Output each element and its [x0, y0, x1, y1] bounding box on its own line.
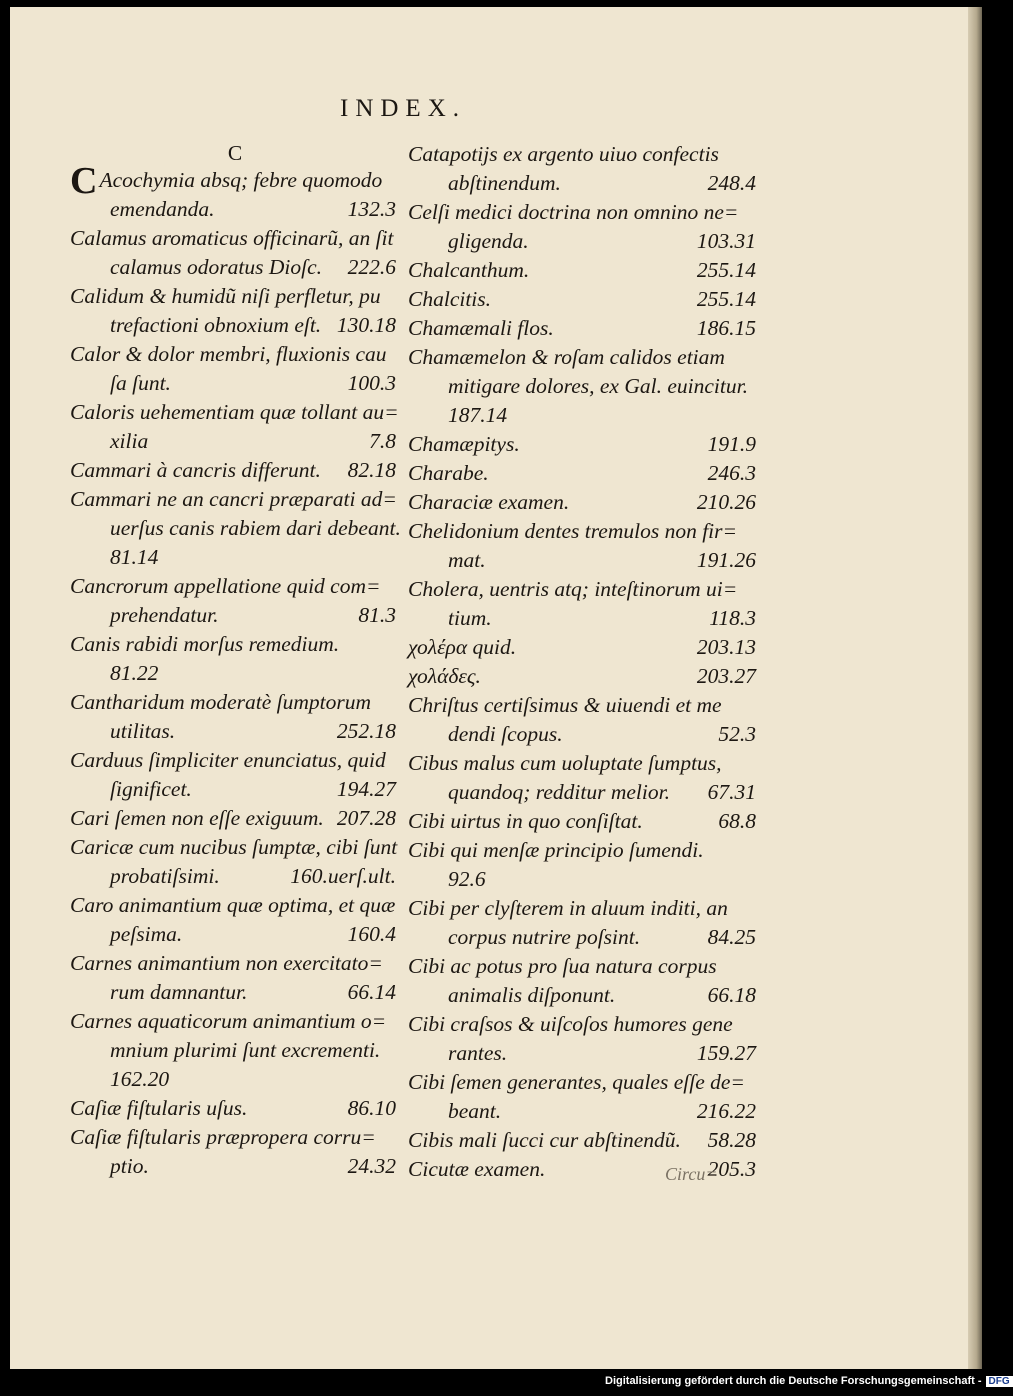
- page-reference: 86.10: [347, 1096, 396, 1120]
- index-entry: [408, 488, 760, 517]
- page-reference: [396, 891, 400, 920]
- page-reference: [396, 1065, 400, 1094]
- index-entry: [408, 1010, 760, 1068]
- page-reference: 203.27: [696, 664, 756, 688]
- index-column-left: [70, 140, 400, 1181]
- entry-line: [70, 456, 400, 485]
- entry-text: Chriſtus certiſsimus & uiuendi et me: [408, 693, 722, 717]
- entry-text: Chalcanthum.: [408, 258, 530, 282]
- index-entry: [408, 691, 760, 749]
- entry-text: ſa ſunt.: [110, 371, 171, 395]
- entry-line: [70, 833, 400, 862]
- entry-line: [408, 372, 760, 401]
- entry-line: [408, 575, 760, 604]
- index-entry: [408, 285, 760, 314]
- digitization-footer: [605, 1375, 1013, 1387]
- page-reference: 24.32: [347, 1154, 396, 1178]
- entry-text: Caloris uehementiam quæ tollant au=: [70, 400, 399, 424]
- page-reference: [396, 224, 400, 253]
- index-entry: [408, 952, 760, 1010]
- entry-text: Cibis mali ſucci cur abſtinendũ.: [408, 1128, 681, 1152]
- page-reference: 216.22: [696, 1099, 756, 1123]
- index-entry: [70, 891, 400, 949]
- entry-text: Chamæmelon & roſam calidos etiam: [408, 345, 725, 369]
- entry-line: [70, 572, 400, 601]
- entry-text: Calidum & humidũ niſi perfletur, pu: [70, 284, 381, 308]
- entry-line: [408, 198, 760, 227]
- index-entry: [70, 949, 400, 1007]
- entry-text: Cholera, uentris atq; inteſtinorum ui=: [408, 577, 738, 601]
- entry-text: 92.6: [448, 867, 486, 891]
- page-reference: 191.26: [696, 548, 756, 572]
- page-reference: [756, 749, 760, 778]
- entry-text: Cammari ne an cancri præparati ad=: [70, 487, 397, 511]
- entry-text: Acochymia absq; febre quomodo: [99, 168, 383, 192]
- page-reference: 203.13: [696, 635, 756, 659]
- page-reference: [396, 340, 400, 369]
- index-entry: [408, 314, 760, 343]
- entry-line: [70, 398, 400, 427]
- entry-text: ſignificet.: [110, 777, 192, 801]
- entry-line: [70, 659, 400, 688]
- page-reference: [756, 952, 760, 981]
- page-reference: 205.3: [707, 1157, 756, 1181]
- entry-line: [70, 1007, 400, 1036]
- entry-line: [70, 485, 400, 514]
- index-entry: [70, 224, 400, 282]
- entry-text: gligenda.: [448, 229, 529, 253]
- entry-text: tium.: [448, 606, 492, 630]
- page-reference: 252.18: [336, 719, 396, 743]
- entry-text: Chamæmali flos.: [408, 316, 554, 340]
- entry-text: Cammari à cancris differunt.: [70, 458, 321, 482]
- page-reference: [396, 572, 400, 601]
- page-reference: [756, 401, 760, 430]
- page-reference: [396, 688, 400, 717]
- entry-text: Caſiæ fiſtularis uſus.: [70, 1096, 248, 1120]
- page-reference: 222.6: [347, 255, 396, 279]
- entry-text: calamus odoratus Dioſc.: [110, 255, 323, 279]
- footer-text: Digitalisierung gefördert durch die Deutsche Forschungsgemeinschaft -: [605, 1375, 982, 1387]
- entry-line: [70, 427, 400, 456]
- entry-text: quandoq; redditur melior.: [448, 780, 670, 804]
- page-reference: [756, 865, 760, 894]
- entry-line: [408, 662, 760, 691]
- entry-line: [408, 459, 760, 488]
- index-entry: [408, 894, 760, 952]
- entry-text: 187.14: [448, 403, 508, 427]
- page-reference: [756, 198, 760, 227]
- page-reference: 130.18: [336, 313, 396, 337]
- entry-text: Cibi ſemen generantes, quales eſſe de=: [408, 1070, 745, 1094]
- page-reference: 255.14: [696, 287, 756, 311]
- entry-line: [70, 253, 400, 282]
- entry-text: Cancrorum appellatione quid com=: [70, 574, 381, 598]
- entry-line: [70, 862, 400, 891]
- section-letter: C: [227, 141, 243, 165]
- entry-line: [70, 891, 400, 920]
- page-reference: [401, 514, 405, 543]
- index-entry: [408, 256, 760, 285]
- entry-line: [70, 514, 400, 543]
- page-reference: 66.14: [347, 980, 396, 1004]
- page-reference: 7.8: [369, 429, 396, 453]
- page-reference: [756, 575, 760, 604]
- entry-line: [408, 923, 760, 952]
- page-reference: 84.25: [707, 925, 756, 949]
- entry-line: [408, 633, 760, 662]
- entry-text: dendi ſcopus.: [448, 722, 563, 746]
- page-reference: 159.27: [696, 1041, 756, 1065]
- page-reference: [396, 282, 400, 311]
- entry-line: [70, 282, 400, 311]
- page-reference: 52.3: [718, 722, 756, 746]
- entry-text: Carnes aquaticorum animantium o=: [70, 1009, 387, 1033]
- page-reference: 103.31: [696, 229, 756, 253]
- entry-text: Catapotijs ex argento uiuo confectis: [408, 142, 719, 166]
- entry-line: [408, 227, 760, 256]
- index-entry: [70, 572, 400, 630]
- page-reference: [396, 1036, 400, 1065]
- page-reference: 255.14: [696, 258, 756, 282]
- page-reference: [396, 659, 400, 688]
- entry-text: ptio.: [110, 1154, 149, 1178]
- entry-text: Cibus malus cum uoluptate ſumptus,: [408, 751, 722, 775]
- entry-line: [408, 546, 760, 575]
- entry-line: [408, 778, 760, 807]
- entry-line: [70, 746, 400, 775]
- page-reference: 194.27: [336, 777, 396, 801]
- page-reference: 132.3: [347, 197, 396, 221]
- entry-line: [70, 195, 400, 224]
- entry-line: [70, 1152, 400, 1181]
- index-entry: [70, 282, 400, 340]
- index-entry: [70, 1123, 400, 1181]
- entry-text: abſtinendum.: [448, 171, 561, 195]
- index-entry: [70, 160, 400, 224]
- entry-text: 162.20: [110, 1067, 170, 1091]
- entry-line: [408, 517, 760, 546]
- entry-text: emendanda.: [110, 197, 215, 221]
- entry-line: [408, 169, 760, 198]
- entry-text: Caſiæ fiſtularis præpropera corru=: [70, 1125, 376, 1149]
- entry-text: Cibi uirtus in quo conſiſtat.: [408, 809, 643, 833]
- entry-text: Carnes animantium non exercitato=: [70, 951, 383, 975]
- entry-text: Cari ſemen non eſſe exiguum.: [70, 806, 324, 830]
- entry-line: [70, 630, 400, 659]
- index-entry: [408, 1126, 760, 1155]
- entry-text: Cibi ac potus pro ſua natura corpus: [408, 954, 717, 978]
- entry-text: Charabe.: [408, 461, 489, 485]
- page-reference: [756, 517, 760, 546]
- page-reference: [396, 543, 400, 572]
- entry-text: Caricæ cum nucibus ſumptæ, cibi ſunt: [70, 835, 398, 859]
- page-reference: 100.3: [347, 371, 396, 395]
- page-edge: [968, 7, 982, 1369]
- entry-line: [70, 601, 400, 630]
- index-entry: [70, 398, 400, 456]
- page-reference: [756, 836, 760, 865]
- index-column-right: [408, 140, 760, 1184]
- index-entry: [408, 343, 760, 430]
- entry-line: [70, 978, 400, 1007]
- entry-text: mat.: [448, 548, 486, 572]
- page-reference: [756, 894, 760, 923]
- catchword: Circu=: [665, 1164, 718, 1184]
- entry-line: [408, 894, 760, 923]
- index-entry: [408, 198, 760, 256]
- page-reference: 82.18: [347, 458, 396, 482]
- page-reference: 67.31: [707, 780, 756, 804]
- entry-text: animalis diſponunt.: [448, 983, 616, 1007]
- entry-text: peſsima.: [110, 922, 183, 946]
- index-entry: [408, 430, 760, 459]
- index-entry: [408, 575, 760, 633]
- page-reference: [397, 485, 401, 514]
- entry-line: [408, 981, 760, 1010]
- entry-text: Celſi medici doctrina non omnino ne=: [408, 200, 739, 224]
- dfg-logo: DFG: [986, 1376, 1013, 1387]
- entry-text: Chalcitis.: [408, 287, 492, 311]
- entry-line: [70, 543, 400, 572]
- entry-line: [408, 314, 760, 343]
- page-reference: 68.8: [718, 809, 756, 833]
- entry-text: Cibi per clyſterem in aluum inditi, an: [408, 896, 728, 920]
- entry-line: [70, 1036, 400, 1065]
- entry-text: Cicutæ examen.: [408, 1157, 546, 1181]
- index-entry: [408, 662, 760, 691]
- entry-text: beant.: [448, 1099, 502, 1123]
- page-reference: [397, 833, 401, 862]
- index-entry: [70, 804, 400, 833]
- index-entry: [70, 746, 400, 804]
- entry-text: probatiſsimi.: [110, 864, 220, 888]
- entry-line: [408, 343, 760, 372]
- index-entry: [70, 340, 400, 398]
- entry-line: [408, 1039, 760, 1068]
- entry-line: [70, 1065, 400, 1094]
- entry-line: [70, 224, 400, 253]
- entry-text: uerſus canis rabiem dari debeant.: [110, 516, 401, 540]
- entry-line: [408, 430, 760, 459]
- page-reference: 160.uerſ.ult.: [290, 864, 396, 888]
- entry-line: [408, 285, 760, 314]
- entry-line: [408, 604, 760, 633]
- page-reference: [756, 1068, 760, 1097]
- index-entry: [408, 836, 760, 894]
- page-reference: [396, 746, 400, 775]
- entry-text: χολάδες.: [408, 664, 481, 688]
- entry-line: [408, 807, 760, 836]
- entry-line: [408, 401, 760, 430]
- entry-line: [70, 160, 400, 202]
- entry-text: xilia: [110, 429, 149, 453]
- index-entry: [70, 630, 400, 688]
- page-reference: 66.18: [707, 983, 756, 1007]
- index-entry: [70, 456, 400, 485]
- entry-text: Characiæ examen.: [408, 490, 570, 514]
- entry-line: [408, 1097, 760, 1126]
- page-reference: 248.4: [707, 171, 756, 195]
- index-entry: [70, 1007, 400, 1094]
- index-entry: [408, 1068, 760, 1126]
- entry-line: [70, 369, 400, 398]
- entry-line: [70, 1123, 400, 1152]
- page-reference: 81.3: [358, 603, 396, 627]
- entry-line: [408, 691, 760, 720]
- entry-line: [408, 836, 760, 865]
- page-reference: 207.28: [336, 806, 396, 830]
- index-entry: [408, 517, 760, 575]
- entry-line: [408, 720, 760, 749]
- page-reference: [396, 166, 400, 195]
- page-reference: 186.15: [696, 316, 756, 340]
- page-reference: [756, 1010, 760, 1039]
- entry-text: Cibi craſsos & uiſcoſos humores gene: [408, 1012, 733, 1036]
- entry-text: Carduus ſimpliciter enunciatus, quid: [70, 748, 386, 772]
- page-title: INDEX.: [340, 95, 467, 122]
- index-entry: [408, 749, 760, 807]
- entry-text: prehendatur.: [110, 603, 219, 627]
- page-reference: [396, 1007, 400, 1036]
- entry-line: [408, 1126, 760, 1155]
- entry-line: [408, 140, 760, 169]
- entry-line: [408, 865, 760, 894]
- entry-text: mitigare dolores, ex Gal. euincitur.: [448, 374, 748, 398]
- entry-line: [70, 804, 400, 833]
- page-reference: [756, 372, 760, 401]
- entry-text: Calor & dolor membri, fluxionis cau: [70, 342, 387, 366]
- entry-text: mnium plurimi ſunt excrementi.: [110, 1038, 381, 1062]
- page-reference: [399, 398, 403, 427]
- entry-text: Canis rabidi morſus remedium.: [70, 632, 340, 656]
- entry-text: corpus nutrire poſsint.: [448, 925, 641, 949]
- entry-text: trefactioni obnoxium eſt.: [110, 313, 322, 337]
- entry-text: Calamus aromaticus officinarũ, an ſit: [70, 226, 394, 250]
- page-reference: [396, 949, 400, 978]
- entry-line: [408, 256, 760, 285]
- page-reference: [396, 630, 400, 659]
- entry-line: [408, 1068, 760, 1097]
- entry-line: [408, 749, 760, 778]
- entry-text: χολέρα quid.: [408, 635, 517, 659]
- entry-text: 81.14: [110, 545, 159, 569]
- page-reference: 191.9: [707, 432, 756, 456]
- entry-text: Cantharidum moderatè ſumptorum: [70, 690, 371, 714]
- entry-line: [70, 311, 400, 340]
- entry-text: 81.22: [110, 661, 159, 685]
- page-reference: 58.28: [707, 1128, 756, 1152]
- entry-line: [408, 1010, 760, 1039]
- index-entry: [70, 688, 400, 746]
- entry-text: Chelidonium dentes tremulos non fir=: [408, 519, 738, 543]
- index-entry: [70, 833, 400, 891]
- index-entry: [408, 807, 760, 836]
- entry-line: [70, 340, 400, 369]
- entry-text: Chamæpitys.: [408, 432, 520, 456]
- entry-text: Caro animantium quæ optima, et quæ: [70, 893, 396, 917]
- index-entry: [408, 633, 760, 662]
- entry-text: utilitas.: [110, 719, 176, 743]
- page-reference: [396, 1123, 400, 1152]
- page-reference: [756, 691, 760, 720]
- entry-line: [70, 775, 400, 804]
- entry-line: [70, 688, 400, 717]
- page-reference: [756, 140, 760, 169]
- index-entry: [70, 1094, 400, 1123]
- entry-text: Cibi qui menſæ principio ſumendi.: [408, 838, 704, 862]
- entry-text: rantes.: [448, 1041, 508, 1065]
- entry-line: [408, 488, 760, 517]
- drop-capital: C: [70, 160, 98, 202]
- entry-line: [70, 949, 400, 978]
- page-reference: 160.4: [347, 922, 396, 946]
- page-reference: 118.3: [709, 606, 756, 630]
- page-reference: [756, 343, 760, 372]
- index-entry: [408, 459, 760, 488]
- page-reference: 246.3: [707, 461, 756, 485]
- entry-line: [408, 952, 760, 981]
- page-reference: 210.26: [696, 490, 756, 514]
- index-entry: [70, 485, 400, 572]
- index-entry: [408, 140, 760, 198]
- entry-line: [70, 1094, 400, 1123]
- entry-line: [70, 717, 400, 746]
- entry-line: [70, 920, 400, 949]
- entry-text: rum damnantur.: [110, 980, 248, 1004]
